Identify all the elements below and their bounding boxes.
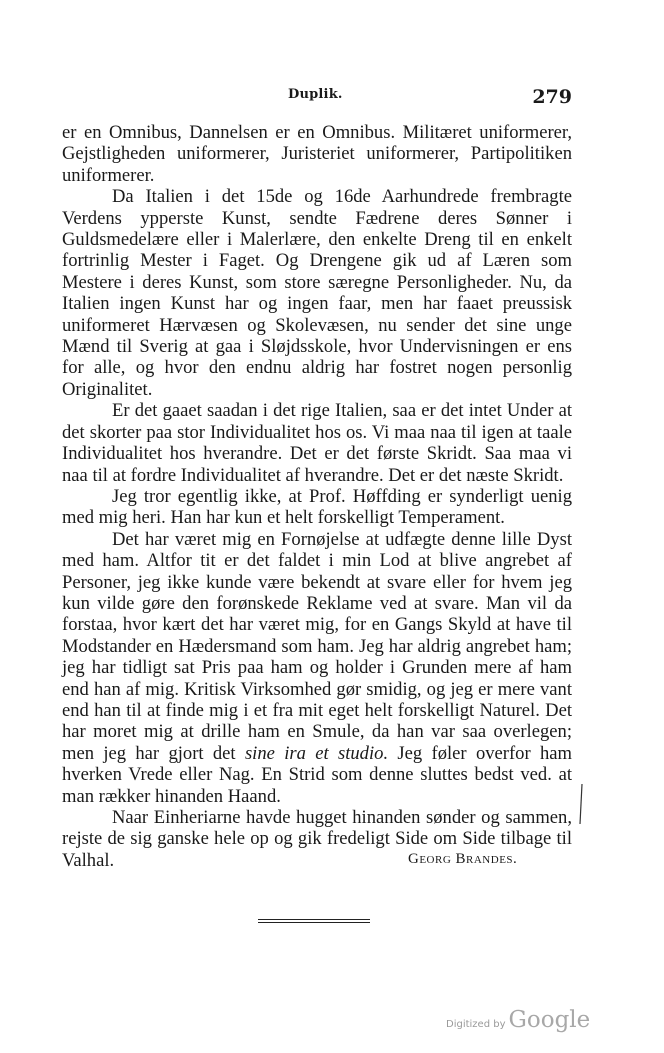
paragraph-5-text-b: Jeg føler overfor ham hverken Vrede eller Nag. En Strid som denne sluttes bedst ved. at man rækker hinanden Haand. [62, 742, 573, 807]
google-watermark [446, 1007, 590, 1033]
running-head: Duplik. [288, 87, 343, 102]
paragraph-1: er en Omnibus, Dannelsen er en Omnibus. Militæret uniformerer, Gejstligheden uniformerer, Juristeriet uniformerer, Partipolitiken uniformerer. [62, 122, 572, 186]
page-header [62, 86, 572, 110]
paragraph-2: Da Italien i det 15de og 16de Aarhundrede frembragte Verdens ypperste Kunst, sendte Fædrene deres Sønner i Guldsmedelære eller i Malerlære, den enkelte Dreng til en enkelt fortrinlig Mester i Faget. Og Drengene gik ud af Læren som Mestere i deres Kunst, som store særegne Personligheder. Nu, da Italien ingen Kunst har og ingen faar, men har faaet preussisk uniformeret Hærvæsen og Skolevæsen, nu sender det sine unge Mænd til Sverig at gaa i Sløjdsskole, hvor Undervisningen er ens for alle, og hvor den endnu aldrig har fostret nogen personlig Originalitet. [62, 186, 572, 400]
margin-pencil-mark [578, 784, 584, 824]
paragraph-3: Er det gaaet saadan i det rige Italien, saa er det intet Under at det skorter paa stor Individualitet hos os. Vi maa naa til igen at taale Individualitet hos hverandre. Det er det første Skridt. Saa maa vi naa til at fordre Individualitet af hverandre. Det er det næste Skridt. [62, 400, 572, 486]
latin-phrase: sine ira et studio. [244, 742, 389, 764]
body-text [62, 122, 572, 871]
end-rule-divider [258, 919, 370, 925]
google-logo: Google [508, 1007, 591, 1033]
paragraph-5-text-a: Det har været mig en Fornøjelse at udfægte denne lille Dyst med ham. Altfor tit er det faldet i min Lod at blive angrebet af Personer, jeg ikke kunde være bekendt at svare eller for hvem jeg kun vilde gøre den forønskede Reklame ved at svare. Man vil da forstaa, hvor kært det har været mig, for en Gangs Skyld at have til Modstander en Hædersmand som ham. Jeg har aldrig angrebet ham; jeg har tidligt sat Pris paa ham og holder i Grunden mere af ham end han af mig. Kritisk Virksomhed gør smidig, og jeg er mere vant end han til at finde mig i et fra mit eget helt forskelligt Naturel. Det har moret mig at drille ham en Smule, da han var saa overlegen; men jeg har gjort det [62, 528, 572, 764]
paragraph-6: Naar Einheriarne havde hugget hinanden sønder og sammen, rejste de sig ganske hele op og gik fredeligt Side om Side tilbage til Valhal. [62, 807, 572, 871]
watermark-prefix: Digitized by [446, 1019, 506, 1030]
author-signature: Georg Brandes. [408, 851, 518, 867]
page-number: 279 [532, 86, 572, 108]
paragraph-4: Jeg tror egentlig ikke, at Prof. Høffding er synderligt uenig med mig heri. Han har kun et helt forskelligt Temperament. [62, 485, 572, 529]
paragraph-5 [62, 529, 572, 807]
